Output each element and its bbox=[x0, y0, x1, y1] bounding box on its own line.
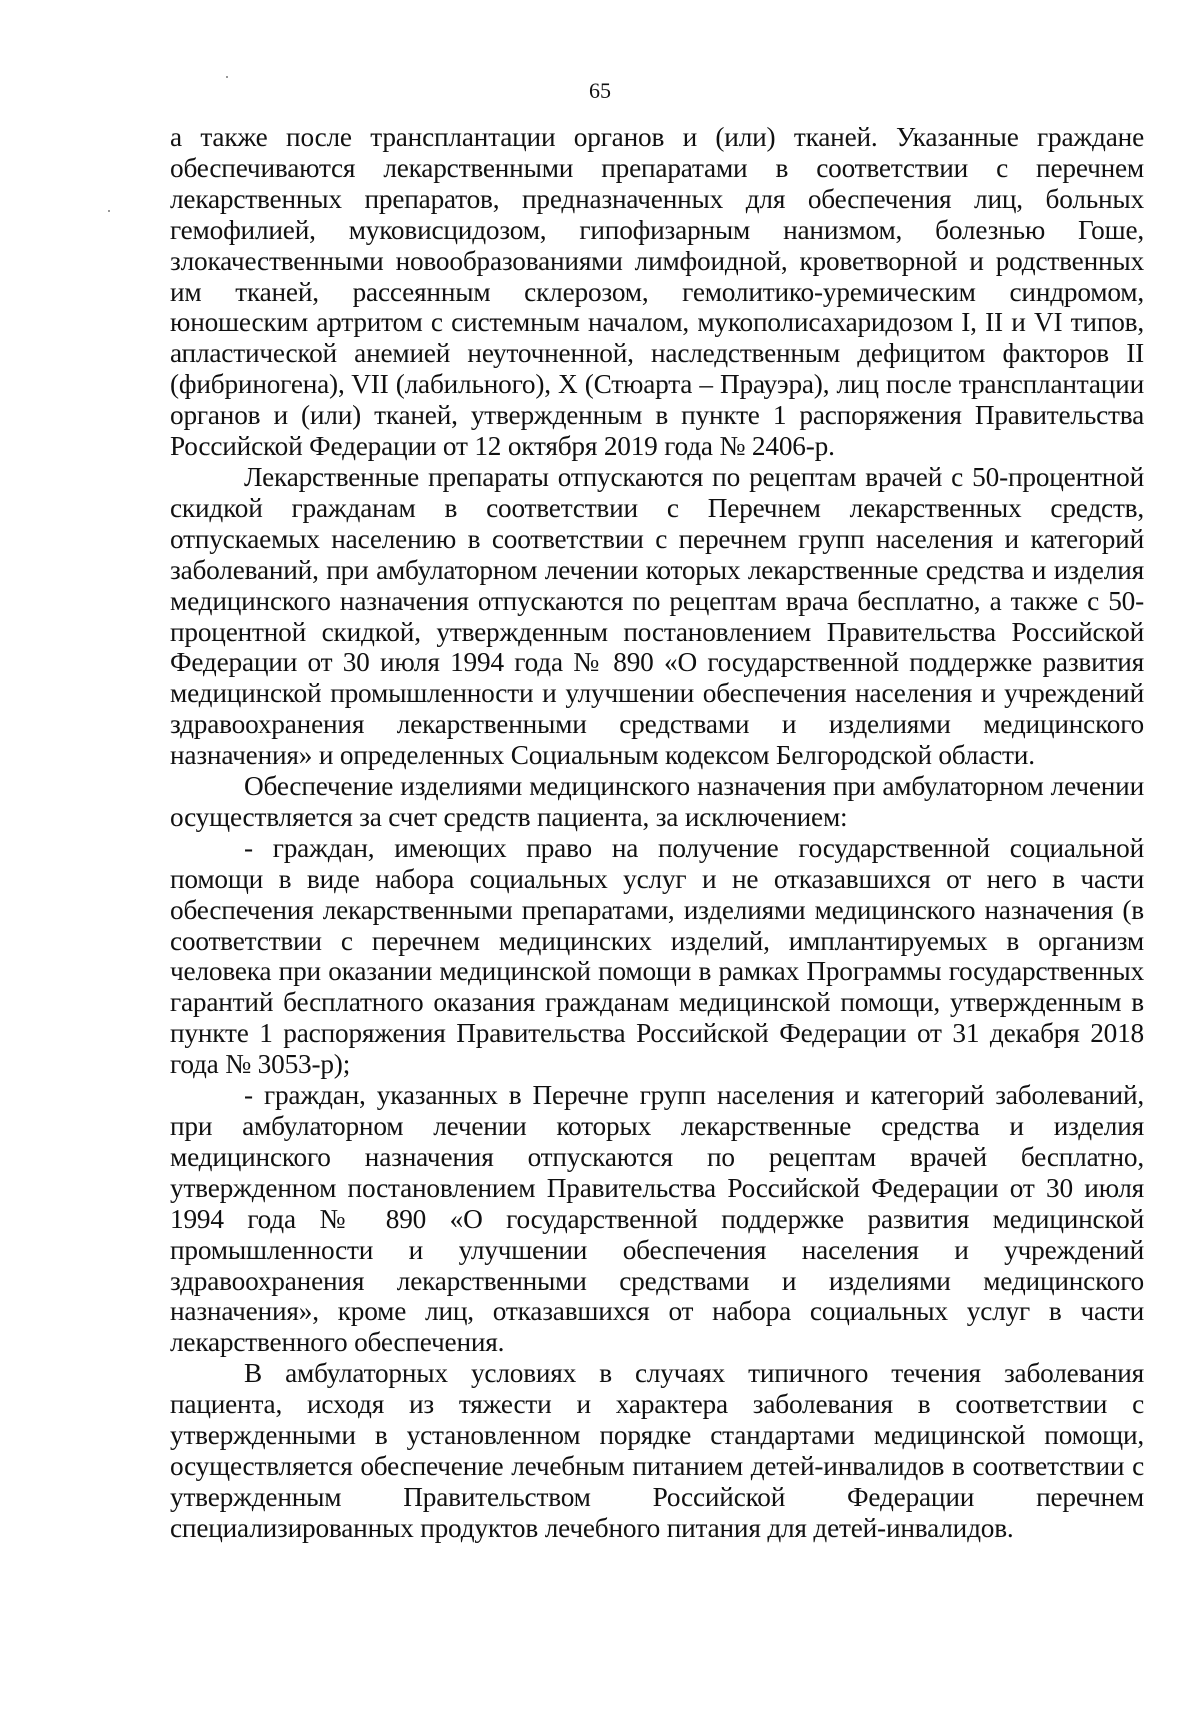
paragraph-therapeutic-nutrition: В амбулаторных условиях в случаях типичного течения заболевания пациента, исходя из тяжести и характера заболевания в соответствии с утвержденными в установленном порядке стандартами медицинской помощи, осуществляется обеспечение лечебным питанием детей-инвалидов в соответствии с утвержденным Правительством Российской Федерации перечнем специализированных продуктов лечебного питания для детей-инвалидов. bbox=[170, 1358, 1144, 1543]
scan-speck bbox=[108, 210, 110, 212]
document-body bbox=[170, 122, 1144, 1544]
list-item-social-services: - граждан, имеющих право на получение государственной социальной помощи в виде набора социальных услуг и не отказавшихся от него в части обеспечения лекарственными препаратами, изделиями медицинского назначения (в соответствии с перечнем медицинских изделий, имплантируемых в организм человека при оказании медицинской помощи в рамках Программы государственных гарантий бесплатного оказания гражданам медицинской помощи, утвержденным в пункте 1 распоряжения Правительства Российской Федерации от 31 декабря 2018 года № 3053-р); bbox=[170, 832, 1144, 1080]
page-number: 65 bbox=[589, 78, 611, 103]
list-item-disease-categories: - граждан, указанных в Перечне групп населения и категорий заболеваний, при амбулаторном лечении которых лекарственные средства и изделия медицинского назначения отпускаются по рецептам врачей бесплатно, утвержденном постановлением Правительства Российской Федерации от 30 июля 1994 года № 890 «О государственной поддержке развития медицинской промышленности и улучшении обеспечения населения и учреждений здравоохранения лекарственными средствами и изделиями медицинского назначения», кроме лиц, отказавшихся от набора социальных услуг в части лекарственного обеспечения. bbox=[170, 1080, 1144, 1358]
paragraph-discount-drugs: Лекарственные препараты отпускаются по рецептам врачей с 50-процентной скидкой гражданам в соответствии с Перечнем лекарственных средств, отпускаемых населению в соответствии с перечнем групп населения и категорий заболеваний, при амбулаторном лечении которых лекарственные средства и изделия медицинского назначения отпускаются по рецептам врача бесплатно, а также с 50-процентной скидкой, утвержденным постановлением Правительства Российской Федерации от 30 июля 1994 года № 890 «О государственной поддержке развития медицинской промышленности и улучшении обеспечения населения и учреждений здравоохранения лекарственными средствами и изделиями медицинского назначения» и определенных Социальным кодексом Белгородской области. bbox=[170, 461, 1144, 771]
paragraph-medical-devices: Обеспечение изделиями медицинского назначения при амбулаторном лечении осуществляется за счет средств пациента, за исключением: bbox=[170, 771, 1144, 832]
scan-speck bbox=[226, 76, 228, 78]
paragraph-continuation: а также после трансплантации органов и (или) тканей. Указанные граждане обеспечиваются лекарственными препаратами в соответствии с перечнем лекарственных препаратов, предназначенных для обеспечения лиц, больных гемофилией, муковисцидозом, гипофизарным нанизмом, болезнью Гоше, злокачественными новообразованиями лимфоидной, кроветворной и родственных им тканей, рассеянным склерозом, гемолитико-уремическим синдромом, юношеским артритом с системным началом, мукополисахаридозом I, II и VI типов, апластической анемией неуточненной, наследственным дефицитом факторов II (фибриногена), VII (лабильного), X (Стюарта – Прауэра), лиц после трансплантации органов и (или) тканей, утвержденным в пункте 1 распоряжения Правительства Российской Федерации от 12 октября 2019 года № 2406-р. bbox=[170, 122, 1144, 462]
